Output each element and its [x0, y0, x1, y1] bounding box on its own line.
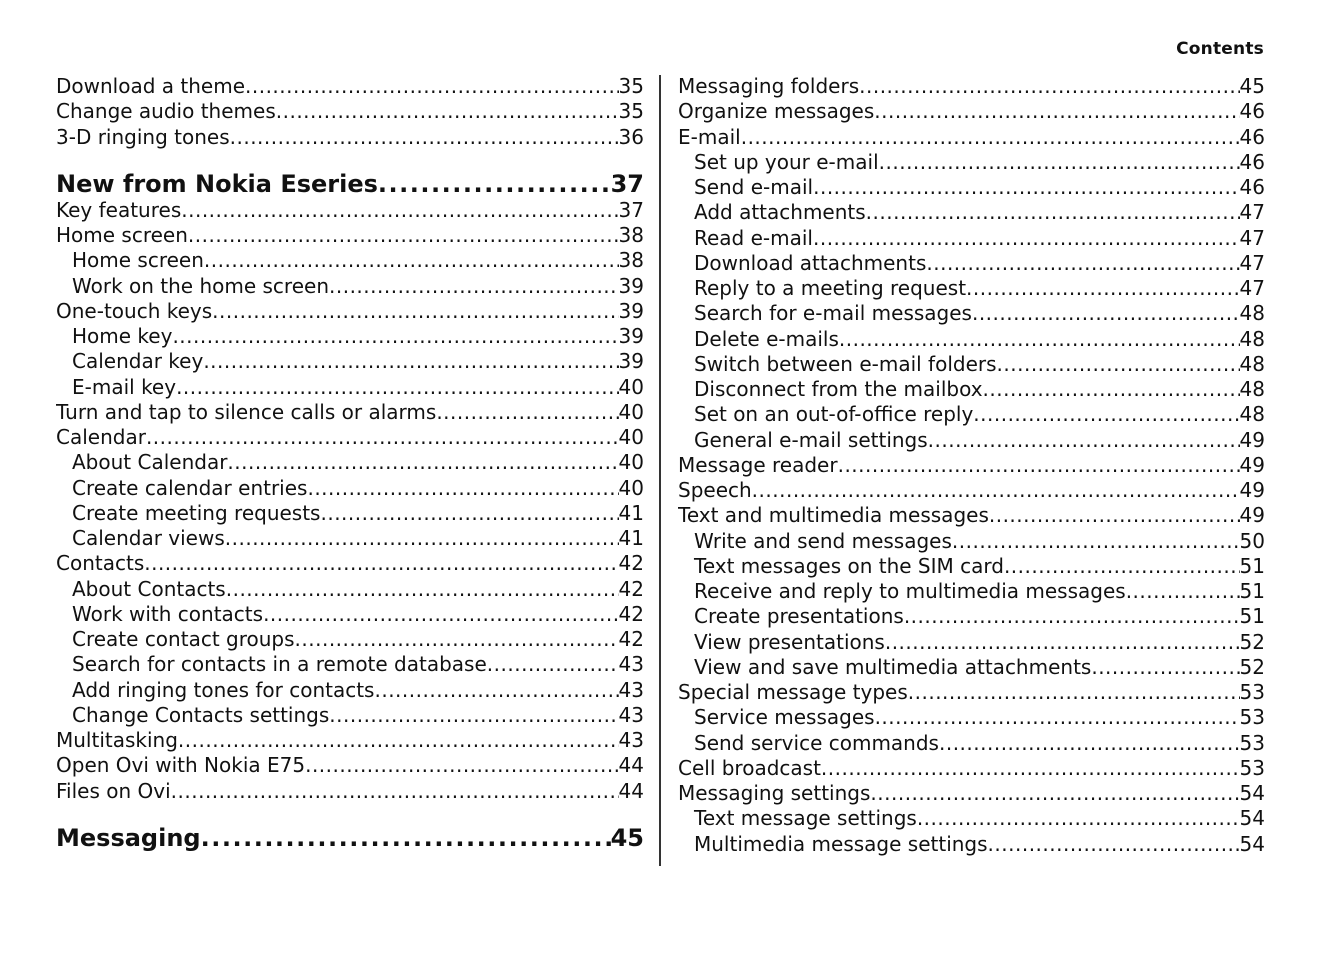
toc-entry-title: Write and send messages: [694, 528, 952, 553]
toc-entry-title: Messaging: [56, 823, 201, 852]
toc-entry-title: Disconnect from the mailbox: [694, 377, 983, 401]
toc-page-number: 53: [1239, 755, 1265, 780]
dot-leader: [952, 529, 1240, 554]
toc-page-number: 48: [1239, 326, 1265, 351]
toc-page-number: 51: [1239, 553, 1265, 578]
toc-page-number: 40: [618, 425, 644, 449]
toc-entry-title: Read e-mail: [694, 225, 813, 250]
toc-page-number: 47: [1239, 276, 1265, 300]
toc-entry[interactable]: [56, 678, 644, 703]
toc-entry[interactable]: [56, 703, 644, 728]
toc-entry-title: 3-D ringing tones: [56, 124, 230, 149]
toc-entry-title: Speech: [678, 478, 752, 502]
toc-entry-title: One-touch keys: [56, 298, 213, 323]
dot-leader: [225, 526, 619, 551]
dot-leader: [1091, 655, 1239, 680]
dot-leader: [295, 627, 619, 652]
toc-page-number: 45: [1239, 74, 1265, 98]
toc-entry[interactable]: [56, 526, 644, 551]
dot-leader: [908, 680, 1240, 705]
toc-page-number: 53: [1239, 680, 1265, 704]
toc-page-number: 37: [610, 169, 644, 198]
toc-entry-title: Send e-mail: [694, 175, 814, 199]
toc-entry-title: Special message types: [678, 680, 908, 704]
toc-entry[interactable]: [56, 400, 644, 425]
toc-entry[interactable]: [678, 125, 1265, 150]
dot-leader: [813, 226, 1240, 251]
dot-leader: [926, 251, 1239, 276]
toc-page-number: 54: [1239, 831, 1265, 856]
dot-leader: [181, 198, 618, 223]
dot-leader: [885, 630, 1240, 655]
toc-entry-title: Add attachments: [694, 200, 866, 225]
toc-entry[interactable]: [678, 377, 1265, 402]
toc-entry[interactable]: [56, 577, 644, 602]
column-divider: [659, 75, 661, 866]
toc-entry-title: Organize messages: [678, 99, 875, 124]
dot-leader: [917, 806, 1240, 831]
toc-entry-title: Home screen: [56, 223, 188, 247]
toc-entry[interactable]: [678, 832, 1265, 857]
toc-page-number: 38: [618, 248, 644, 273]
toc-entry[interactable]: [678, 301, 1265, 326]
dot-leader: [997, 352, 1240, 377]
dot-leader: [874, 99, 1239, 124]
toc-entry[interactable]: [678, 630, 1265, 655]
toc-page-number: 48: [1239, 377, 1265, 401]
dot-leader: [374, 678, 618, 703]
toc-page-number: 35: [618, 74, 644, 98]
toc-page-number: 52: [1239, 654, 1265, 679]
toc-entry-title: Messaging folders: [678, 74, 860, 98]
toc-entry[interactable]: [678, 731, 1265, 756]
toc-column-right: [678, 74, 1265, 857]
dot-leader: [227, 450, 618, 475]
toc-chapter-entry[interactable]: [56, 823, 644, 853]
dot-leader: [178, 728, 619, 753]
toc-entry-title: Cell broadcast: [678, 755, 821, 780]
toc-page-number: 47: [1239, 200, 1265, 225]
dot-leader: [203, 349, 618, 374]
dot-leader: [245, 74, 619, 99]
dot-leader: [821, 756, 1240, 781]
toc-entry[interactable]: [678, 655, 1265, 680]
toc-entry-title: New from Nokia Eseries: [56, 169, 378, 198]
toc-entry[interactable]: [678, 150, 1265, 175]
toc-page-number: 43: [618, 652, 644, 677]
toc-page-number: 47: [1239, 250, 1265, 275]
toc-entry-title: Create meeting requests: [72, 500, 321, 525]
toc-entry-title: Files on Ovi: [56, 778, 171, 803]
toc-page-number: 45: [610, 823, 644, 852]
toc-entry[interactable]: [56, 248, 644, 273]
toc-page-number: 42: [618, 576, 644, 601]
dot-leader: [972, 301, 1240, 326]
toc-entry[interactable]: [56, 223, 644, 248]
toc-entry[interactable]: [56, 375, 644, 400]
toc-entry-title: View presentations: [694, 629, 885, 654]
toc-entry-title: Add ringing tones for contacts: [72, 677, 375, 702]
toc-page-number: 48: [1239, 301, 1265, 326]
toc-entry[interactable]: [56, 602, 644, 627]
toc-page-number: 43: [618, 677, 644, 702]
toc-entry-title: Search for contacts in a remote database: [72, 652, 487, 677]
dot-leader: [176, 375, 618, 400]
dot-leader: [307, 476, 618, 501]
toc-entry[interactable]: [678, 579, 1265, 604]
dot-leader: [226, 577, 619, 602]
toc-page-number: 39: [618, 349, 644, 374]
toc-entry[interactable]: [56, 324, 644, 349]
toc-page-number: 46: [1239, 99, 1265, 124]
toc-entry[interactable]: [56, 99, 644, 124]
toc-entry-title: Home key: [72, 324, 173, 348]
toc-entry-title: Search for e-mail messages: [694, 301, 972, 326]
toc-entry-title: Delete e-mails: [694, 326, 839, 351]
dot-leader: [263, 602, 618, 627]
toc-entry[interactable]: [678, 756, 1265, 781]
dot-leader: [928, 428, 1240, 453]
toc-page-number: 47: [1239, 225, 1265, 250]
toc-entry[interactable]: [678, 529, 1265, 554]
toc-page-number: 42: [618, 601, 644, 626]
toc-page-number: 37: [618, 197, 644, 222]
toc-entry-title: Receive and reply to multimedia messages: [694, 579, 1126, 603]
toc-page-number: 40: [618, 450, 644, 475]
toc-entry-title: Set on an out-of-office reply: [694, 402, 974, 427]
toc-entry[interactable]: [56, 299, 644, 324]
toc-entry[interactable]: [56, 125, 644, 150]
toc-entry[interactable]: [56, 349, 644, 374]
dot-leader: [1004, 554, 1240, 579]
toc-page-number: 49: [1239, 452, 1265, 477]
toc-chapter-entry[interactable]: [56, 169, 644, 199]
dot-leader: [741, 125, 1240, 150]
toc-entry-title: Turn and tap to silence calls or alarms: [56, 399, 437, 424]
dot-leader: [866, 200, 1240, 225]
toc-entry[interactable]: [678, 99, 1265, 124]
dot-leader: [939, 731, 1240, 756]
dot-leader: [487, 652, 619, 677]
toc-entry[interactable]: [56, 274, 644, 299]
dot-leader: [839, 327, 1240, 352]
dot-leader: [752, 478, 1240, 503]
toc-page-number: 49: [1239, 478, 1265, 502]
dot-leader: [329, 274, 619, 299]
toc-entry-title: Calendar: [56, 425, 146, 449]
toc-page-number: 38: [618, 223, 644, 247]
toc-page-number: 44: [618, 753, 644, 778]
toc-page-number: 40: [618, 399, 644, 424]
dot-leader: [320, 501, 618, 526]
toc-page-number: 54: [1239, 806, 1265, 831]
toc-entry-title: Text messages on the SIM card: [694, 553, 1004, 578]
toc-entry-title: Messaging settings: [678, 781, 871, 805]
toc-entry-title: Multitasking: [56, 728, 178, 752]
dot-leader: [436, 400, 618, 425]
toc-entry[interactable]: [678, 175, 1265, 200]
toc-entry-title: Change audio themes: [56, 99, 276, 124]
toc-entry-title: Change Contacts settings: [72, 702, 330, 727]
toc-page-number: 51: [1239, 579, 1265, 603]
toc-page-number: 40: [618, 475, 644, 500]
dot-leader: [1126, 579, 1240, 604]
dot-leader: [188, 223, 619, 248]
toc-entry-title: E-mail: [678, 124, 741, 149]
toc-page-number: 50: [1239, 528, 1265, 553]
toc-entry-title: Calendar views: [72, 526, 225, 550]
toc-page-number: 42: [618, 551, 644, 576]
toc-entry-title: Download a theme: [56, 74, 245, 98]
dot-leader: [875, 705, 1240, 730]
toc-page-number: 36: [618, 124, 644, 149]
toc-page-number: 49: [1239, 503, 1265, 528]
toc-entry[interactable]: [678, 402, 1265, 427]
dot-leader: [212, 299, 618, 324]
toc-page-number: 39: [618, 298, 644, 323]
toc-entry[interactable]: [678, 276, 1265, 301]
toc-entry[interactable]: [56, 501, 644, 526]
toc-entry[interactable]: [678, 226, 1265, 251]
toc-entry[interactable]: [678, 251, 1265, 276]
dot-leader: [204, 248, 619, 273]
toc-entry-title: Create contact groups: [72, 627, 295, 651]
toc-entry-title: Key features: [56, 197, 182, 222]
dot-leader: [859, 74, 1239, 99]
dot-leader: [813, 175, 1239, 200]
toc-entry-title: Calendar key: [72, 349, 204, 374]
toc-entry-title: Open Ovi with Nokia E75: [56, 753, 306, 778]
toc-entry[interactable]: [678, 74, 1265, 99]
dot-leader: [201, 823, 611, 853]
toc-entry[interactable]: [56, 627, 644, 652]
toc-entry-title: Set up your e-mail: [694, 149, 879, 174]
toc-entry[interactable]: [678, 554, 1265, 579]
toc-page-number: 51: [1239, 604, 1265, 629]
toc-entry[interactable]: [56, 728, 644, 753]
toc-entry-title: Create calendar entries: [72, 475, 308, 500]
toc-entry[interactable]: [56, 753, 644, 778]
toc-entry[interactable]: [678, 453, 1265, 478]
toc-entry[interactable]: [56, 551, 644, 576]
toc-entry[interactable]: [678, 200, 1265, 225]
toc-page-number: 54: [1239, 781, 1265, 805]
toc-entry-title: Download attachments: [694, 250, 927, 275]
toc-page-number: 42: [618, 627, 644, 651]
toc-page-number: 41: [618, 500, 644, 525]
toc-entry-title: Reply to a meeting request: [694, 276, 967, 300]
dot-leader: [973, 402, 1239, 427]
toc-entry-title: Multimedia message settings: [694, 831, 988, 856]
toc-entry[interactable]: [678, 503, 1265, 528]
dot-leader: [146, 425, 619, 450]
toc-page-number: 48: [1239, 351, 1265, 376]
toc-entry[interactable]: [678, 781, 1265, 806]
toc-entry-title: Home screen: [72, 248, 204, 273]
dot-leader: [989, 503, 1240, 528]
toc-entry-title: Text and multimedia messages: [678, 503, 989, 528]
dot-leader: [870, 781, 1239, 806]
dot-leader: [879, 150, 1240, 175]
toc-entry-title: About Contacts: [72, 576, 226, 601]
toc-page-number: 46: [1239, 124, 1265, 149]
toc-entry-title: View and save multimedia attachments: [694, 654, 1092, 679]
toc-page-number: 53: [1239, 730, 1265, 755]
toc-entry-title: E-mail key: [72, 374, 177, 399]
dot-leader: [983, 377, 1240, 402]
toc-entry[interactable]: [678, 352, 1265, 377]
toc-entry[interactable]: [678, 604, 1265, 629]
toc-page-number: 53: [1239, 705, 1265, 730]
toc-entry[interactable]: [678, 327, 1265, 352]
toc-page-number: 48: [1239, 402, 1265, 427]
dot-leader: [988, 832, 1240, 857]
toc-entry[interactable]: [678, 428, 1265, 453]
dot-leader: [904, 604, 1240, 629]
toc-entry[interactable]: [56, 476, 644, 501]
toc-page-number: 41: [618, 526, 644, 550]
toc-entry[interactable]: [678, 705, 1265, 730]
toc-page-number: 43: [618, 702, 644, 727]
toc-entry[interactable]: [678, 806, 1265, 831]
toc-column-left: [56, 74, 644, 852]
dot-leader: [329, 703, 618, 728]
toc-entry-title: Create presentations: [694, 604, 904, 629]
toc-page-number: 52: [1239, 629, 1265, 654]
toc-page-number: 35: [618, 99, 644, 124]
toc-entry[interactable]: [56, 198, 644, 223]
dot-leader: [276, 99, 619, 124]
toc-entry[interactable]: [678, 680, 1265, 705]
toc-entry[interactable]: [56, 450, 644, 475]
toc-entry-title: Switch between e-mail folders: [694, 351, 997, 376]
dot-leader: [378, 169, 611, 199]
toc-entry-title: Work on the home screen: [72, 273, 329, 298]
toc-page-number: 46: [1239, 149, 1265, 174]
dot-leader: [172, 324, 618, 349]
page-section-title: Contents: [1176, 39, 1264, 59]
toc-entry[interactable]: [56, 652, 644, 677]
toc-page-number: 43: [618, 728, 644, 752]
toc-page-number: 40: [618, 374, 644, 399]
toc-entry[interactable]: [56, 779, 644, 804]
toc-entry-title: Work with contacts: [72, 601, 264, 626]
toc-entry[interactable]: [56, 425, 644, 450]
dot-leader: [966, 276, 1240, 301]
toc-entry[interactable]: [678, 478, 1265, 503]
toc-entry-title: About Calendar: [72, 450, 228, 475]
toc-page-number: 46: [1239, 175, 1265, 199]
toc-entry-title: Text message settings: [694, 806, 917, 831]
toc-page-number: 44: [618, 778, 644, 803]
toc-entry[interactable]: [56, 74, 644, 99]
toc-page-number: 49: [1239, 427, 1265, 452]
toc-entry-title: Service messages: [694, 705, 875, 730]
toc-entry-title: General e-mail settings: [694, 427, 928, 452]
dot-leader: [838, 453, 1240, 478]
dot-leader: [171, 779, 619, 804]
dot-leader: [230, 125, 619, 150]
toc-entry-title: Send service commands: [694, 730, 939, 755]
toc-page-number: 39: [618, 324, 644, 348]
toc-entry-title: Message reader: [678, 452, 838, 477]
toc-page-number: 39: [618, 273, 644, 298]
dot-leader: [305, 753, 618, 778]
dot-leader: [144, 551, 618, 576]
toc-entry-title: Contacts: [56, 551, 145, 576]
